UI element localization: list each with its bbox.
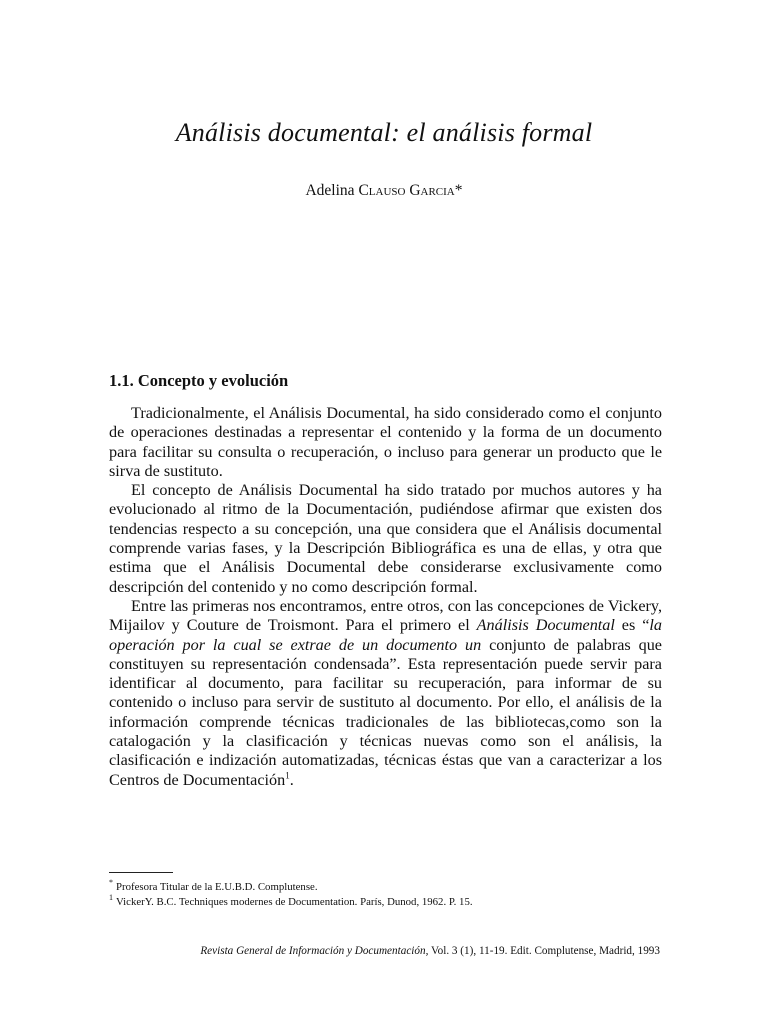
paragraph-3-end: . [289,770,294,789]
body-text [109,404,662,790]
author-line [0,182,768,200]
journal-name: Revista General de Información y Documentación, [200,945,429,957]
paragraph-3-part-3: conjunto de palabras que constituyen su representación condensada”. Esta representación puede servir para identificar al documento, para facilitar su recuperación, para informar de su contenido o incluso para servir de sustituto al documento. Por ello, el análisis de la información comprende técnicas tradicionales de las bibliotecas,como son la catalogación y la clasificación y técnicas nuevas como son el análisis, la clasificación e indización automatizadas, técnicas éstas que van a caracterizar a los Centros de Documentación [109,635,662,789]
footnote-mark: 1 [109,893,113,902]
paragraph-3-part-2: es “ [614,616,650,635]
footnote-text: VickerY. B.C. Techniques modernes de Documentation. París, Dunod, 1962. P. 15. [116,895,473,908]
footnotes [109,880,669,909]
footnote-author [109,880,669,895]
author-first-name: Adelina [305,182,359,199]
paragraph-1: Tradicionalmente, el Análisis Documental, ha sido considerado como el conjunto de operaciones destinadas a representar el contenido y la forma de un documento para facilitar su consulta o recuperación, o incluso para generar un producto que le sirva de sustituto. [109,404,662,480]
paragraph-3 [109,597,662,790]
paragraph-3-italic-1: Análisis Documental [476,616,615,635]
footnote-mark: * [109,878,113,888]
footnote-1 [109,895,669,910]
journal-citation-footer [109,945,660,957]
footnote-reference-1: 1 [285,770,290,781]
paragraph-3-quote: la operación por la cual se extrae de un documento un [109,616,662,654]
footnote-text: Profesora Titular de la E.U.B.D. Complutense. [116,881,318,893]
author-footnote-mark: * [454,182,463,199]
article-title: Análisis documental: el análisis formal [175,118,593,147]
author-last-name: Clauso Garcia [358,182,455,199]
paragraph-2: El concepto de Análisis Documental ha sido tratado por muchos autores y ha evolucionado al ritmo de la Documentación, pudiéndose afirmar que existen dos tendencias respecto a su concepción, una que considera que el Análisis documental comprende varias fases, y la Descripción Bibliográfica es una de ellas, y otra que estima que el Análisis Documental debe considerarse exclusivamente como descripción del contenido y no como descripción formal. [109,481,662,596]
section-heading: 1.1. Concepto y evolución [109,371,289,390]
paragraph-3-part-1: Entre las primeras nos encontramos, entre otros, con las concepciones de Vickery, Mijailov y Couture de Troismont. Para el primero el [109,596,662,635]
footnote-divider [109,872,173,873]
journal-details: Vol. 3 (1), 11-19. Edit. Complutense, Madrid, 1993 [428,945,660,957]
